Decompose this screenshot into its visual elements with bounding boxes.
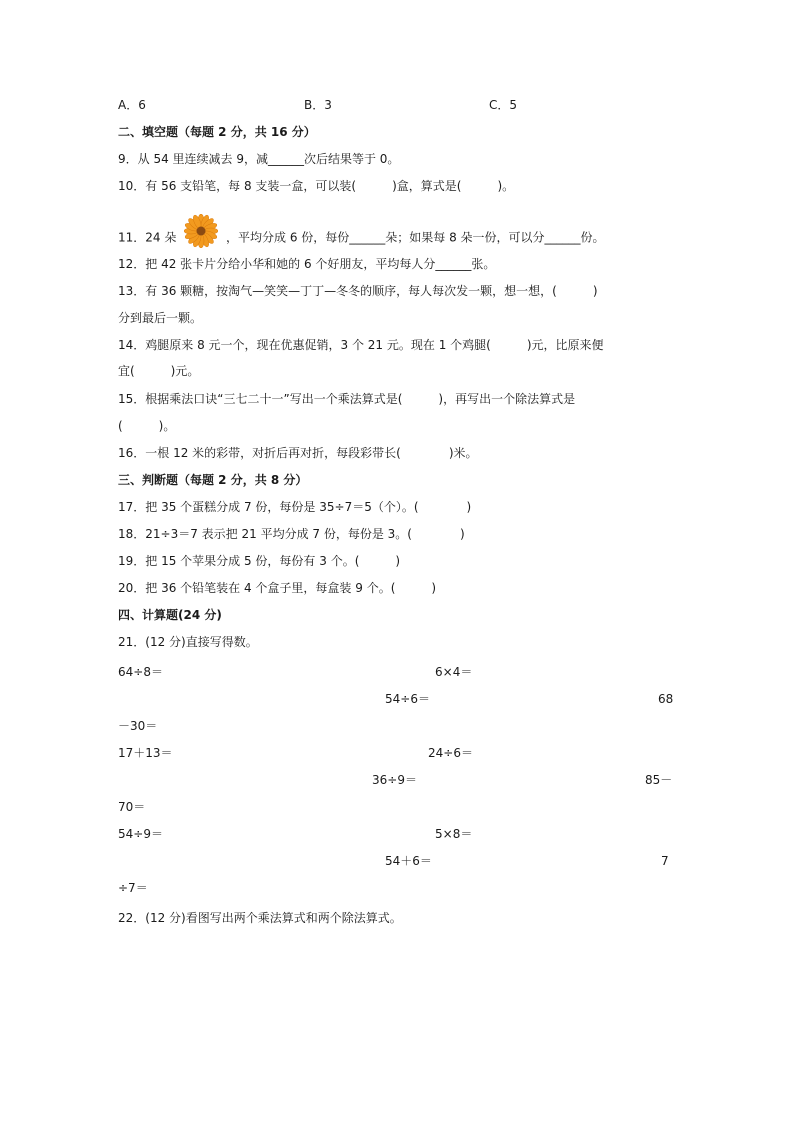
question-9: 9．从 54 里连续减去 9，减______次后结果等于 0。: [118, 152, 400, 166]
calc-item: 5×8＝: [435, 827, 473, 841]
question-22: 22．(12 分)看图写出两个乘法算式和两个除法算式。: [118, 911, 402, 925]
question-18: 18．21÷3＝7 表示把 21 平均分成 7 份，每份是 3。( ): [118, 527, 465, 541]
q8-option-a: A．6: [118, 98, 146, 112]
section3-heading: 三、判断题（每题 2 分，共 8 分）: [118, 473, 308, 487]
question-13-line1: 13．有 36 颗糖，按淘气—笑笑—丁丁—冬冬的顺序，每人每次发一颗，想一想，( ): [118, 284, 598, 298]
calc-item: 54÷6＝: [385, 692, 430, 706]
question-13-line2: 分到最后一颗。: [118, 311, 203, 325]
calc-item: 24÷6＝: [428, 746, 473, 760]
calc-item: 70＝: [118, 800, 146, 814]
question-21: 21．(12 分)直接写得数。: [118, 635, 258, 649]
question-17: 17．把 35 个蛋糕分成 7 份，每份是 35÷7＝5（个）。( ): [118, 500, 472, 514]
calc-item: －30＝: [118, 719, 158, 733]
question-15-line2: ( )。: [118, 419, 176, 433]
question-14-line1: 14．鸡腿原来 8 元一个，现在优惠促销，3 个 21 元。现在 1 个鸡腿( )元，比原来便: [118, 338, 604, 352]
calc-item: 7: [661, 854, 669, 868]
question-11: [118, 228, 605, 248]
question-11-prefix: 11．24 朵: [118, 230, 177, 245]
calc-item: 68: [658, 692, 674, 706]
section2-heading: 二、填空题（每题 2 分，共 16 分）: [118, 125, 316, 139]
calc-item: 64÷8＝: [118, 665, 163, 679]
section4-heading: 四、计算题(24 分): [118, 608, 222, 622]
question-11-text: ，平均分成 6 份，每份______朵；如果每 8 朵一份，可以分______份。: [226, 230, 605, 245]
calc-item: 36÷9＝: [372, 773, 417, 787]
question-12: 12．把 42 张卡片分给小华和她的 6 个好朋友，平均每人分______张。: [118, 257, 496, 271]
q8-option-c: C．5: [489, 98, 518, 112]
question-14-line2: 宜( )元。: [118, 364, 200, 378]
question-15-line1: 15．根据乘法口诀“三七二十一”写出一个乘法算式是( )，再写出一个除法算式是: [118, 392, 576, 406]
orange-flower-icon: [184, 214, 218, 248]
q8-option-b: B．3: [304, 98, 332, 112]
calc-item: 17＋13＝: [118, 746, 173, 760]
question-16: 16．一根 12 米的彩带，对折后再对折，每段彩带长( )米。: [118, 446, 478, 460]
calc-item: 54÷9＝: [118, 827, 163, 841]
question-10: 10．有 56 支铅笔，每 8 支装一盒，可以装( )盒，算式是( )。: [118, 179, 515, 193]
calc-item: ÷7＝: [118, 881, 148, 895]
calc-item: 85－: [645, 773, 673, 787]
question-19: 19．把 15 个苹果分成 5 份，每份有 3 个。( ): [118, 554, 401, 568]
calc-item: 6×4＝: [435, 665, 473, 679]
calc-item: 54＋6＝: [385, 854, 432, 868]
question-20: 20．把 36 个铅笔装在 4 个盒子里，每盒装 9 个。( ): [118, 581, 437, 595]
